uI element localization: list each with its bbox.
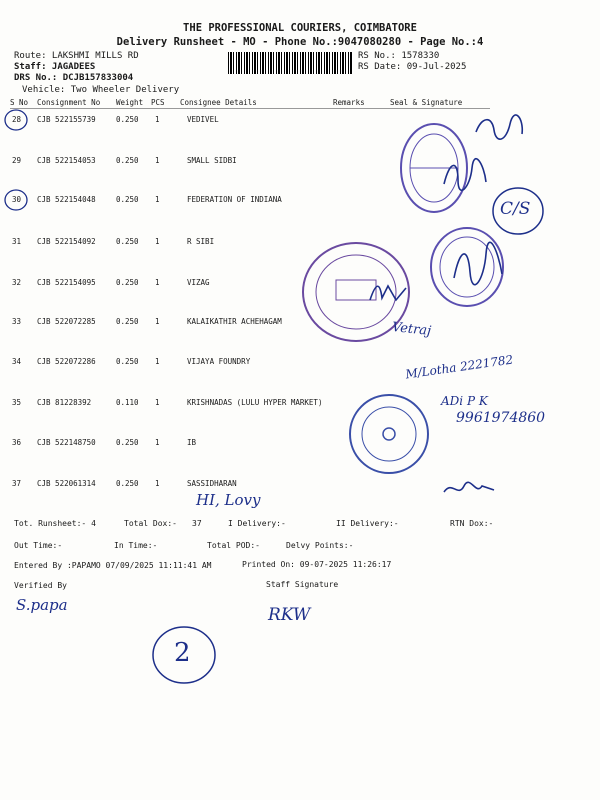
staff-signature-handwriting: RKW bbox=[268, 605, 311, 625]
row-consignee: R SIBI bbox=[187, 237, 215, 246]
row-sno: 29 bbox=[12, 156, 22, 165]
row-consignee: VIJAYA FOUNDRY bbox=[187, 357, 251, 366]
row-weight: 0.250 bbox=[116, 278, 139, 287]
row-sno: 35 bbox=[12, 398, 22, 407]
row-weight: 0.110 bbox=[116, 398, 139, 407]
row-sno: 30 bbox=[12, 195, 22, 204]
in-time: In Time:- bbox=[114, 541, 158, 550]
total-dox-label: Total Dox:- bbox=[124, 519, 177, 528]
signature-row-28 bbox=[470, 112, 530, 148]
row-consignee: IB bbox=[187, 438, 197, 447]
rs-date: RS Date: 09-Jul-2025 bbox=[358, 62, 467, 72]
row-consignment: CJB 81228392 bbox=[37, 398, 92, 407]
signature-row-31 bbox=[450, 238, 506, 288]
row-consignee: FEDERATION OF INDIANA bbox=[187, 195, 282, 204]
col-seal: Seal & Signature bbox=[390, 98, 463, 107]
circle-mark-28 bbox=[3, 108, 29, 132]
rs-number: RS No.: 1578330 bbox=[358, 51, 440, 61]
circle-mark-30 bbox=[3, 188, 29, 212]
row-consignee: SMALL SIDBI bbox=[187, 156, 237, 165]
printed-on: Printed On: 09-07-2025 11:26:17 bbox=[242, 560, 392, 569]
row-sno: 37 bbox=[12, 479, 22, 488]
signature-row-29 bbox=[440, 154, 490, 194]
row-consignee: KRISHNADAS (LULU HYPER MARKET) bbox=[187, 398, 323, 407]
verified-by: Verified By bbox=[14, 581, 67, 590]
row-sno: 33 bbox=[12, 317, 22, 326]
row-sno: 28 bbox=[12, 115, 22, 124]
row-weight: 0.250 bbox=[116, 237, 139, 246]
row-consignment: CJB 522061314 bbox=[37, 479, 96, 488]
row-consignment: CJB 522072285 bbox=[37, 317, 96, 326]
row-pcs: 1 bbox=[155, 237, 160, 246]
staff-signature-label: Staff Signature bbox=[266, 580, 339, 589]
staff: Staff: JAGADEES bbox=[14, 62, 96, 72]
row-consignment: CJB 522154095 bbox=[37, 278, 96, 287]
row-weight: 0.250 bbox=[116, 195, 139, 204]
ii-delivery: II Delivery:- bbox=[336, 519, 399, 528]
col-consignee: Consignee Details bbox=[180, 98, 257, 107]
row-consignment: CJB 522155739 bbox=[37, 115, 96, 124]
row-weight: 0.250 bbox=[116, 156, 139, 165]
row-pcs: 1 bbox=[155, 278, 160, 287]
row-weight: 0.250 bbox=[116, 479, 139, 488]
row-sno: 31 bbox=[12, 237, 22, 246]
page-number-handwriting: 2 bbox=[174, 638, 191, 668]
row-consignee: VEDIVEL bbox=[187, 115, 219, 124]
signature-row-32 bbox=[366, 278, 410, 308]
col-remarks: Remarks bbox=[333, 98, 365, 107]
row-pcs: 1 bbox=[155, 438, 160, 447]
drs-number: DRS No.: DCJB157833004 bbox=[14, 73, 134, 83]
col-weight: Weight bbox=[116, 98, 144, 107]
i-delivery: I Delivery:- bbox=[228, 519, 286, 528]
row-pcs: 1 bbox=[155, 317, 160, 326]
row-weight: 0.250 bbox=[116, 438, 139, 447]
col-pcs: PCS bbox=[151, 98, 165, 107]
row-consignment: CJB 522154048 bbox=[37, 195, 96, 204]
total-pod: Total POD:- bbox=[207, 541, 260, 550]
row-pcs: 1 bbox=[155, 156, 160, 165]
adipk-phone-handwriting: 9961974860 bbox=[456, 410, 546, 426]
adipk-handwriting: ADi P K bbox=[441, 394, 488, 408]
row-consignment: CJB 522154092 bbox=[37, 237, 96, 246]
row-weight: 0.250 bbox=[116, 115, 139, 124]
out-time: Out Time:- bbox=[14, 541, 63, 550]
row-sno: 34 bbox=[12, 357, 22, 366]
row-sno: 32 bbox=[12, 278, 22, 287]
bank-stamp bbox=[347, 392, 431, 476]
row-consignee: KALAIKATHIR ACHEHAGAM bbox=[187, 317, 282, 326]
row-pcs: 1 bbox=[155, 398, 160, 407]
col-consignment: Consignment No bbox=[37, 98, 101, 107]
row-consignment: CJB 522148750 bbox=[37, 438, 96, 447]
entered-by: Entered By :PAPAMO 07/09/2025 11:11:41 AM bbox=[14, 561, 212, 570]
vetraj-handwriting: Vetraj bbox=[391, 319, 432, 340]
company-title: THE PROFESSIONAL COURIERS, COIMBATORE bbox=[183, 22, 417, 34]
row-consignee: VIZAG bbox=[187, 278, 210, 287]
barcode bbox=[228, 52, 353, 74]
row-pcs: 1 bbox=[155, 115, 160, 124]
col-sno: S No bbox=[10, 98, 29, 107]
delvy-points: Delvy Points:- bbox=[286, 541, 354, 550]
signature-row-37 bbox=[440, 478, 498, 500]
route: Route: LAKSHMI MILLS RD bbox=[14, 51, 139, 61]
tot-runsheet: Tot. Runsheet:- 4 bbox=[14, 519, 96, 528]
vehicle: Vehicle: Two Wheeler Delivery bbox=[22, 85, 180, 95]
header-rule bbox=[10, 108, 490, 109]
row-weight: 0.250 bbox=[116, 317, 139, 326]
runsheet-subtitle: Delivery Runsheet - MO - Phone No.:9047080280 - Page No.:4 bbox=[116, 36, 484, 48]
row-weight: 0.250 bbox=[116, 357, 139, 366]
rtn-dox: RTN Dox:- bbox=[450, 519, 494, 528]
cs-handwriting: C/S bbox=[500, 199, 531, 219]
phone-note-handwriting: M/Lotha 2221782 bbox=[404, 352, 514, 382]
hi-lovey-handwriting: HI, Lovy bbox=[196, 491, 261, 509]
row-pcs: 1 bbox=[155, 479, 160, 488]
row-consignment: CJB 522072286 bbox=[37, 357, 96, 366]
row-pcs: 1 bbox=[155, 357, 160, 366]
row-consignee: SASSIDHARAN bbox=[187, 479, 237, 488]
row-pcs: 1 bbox=[155, 195, 160, 204]
spapa-handwriting: S.papa bbox=[16, 596, 68, 614]
row-sno: 36 bbox=[12, 438, 22, 447]
total-dox-value: 37 bbox=[192, 519, 202, 528]
row-consignment: CJB 522154053 bbox=[37, 156, 96, 165]
